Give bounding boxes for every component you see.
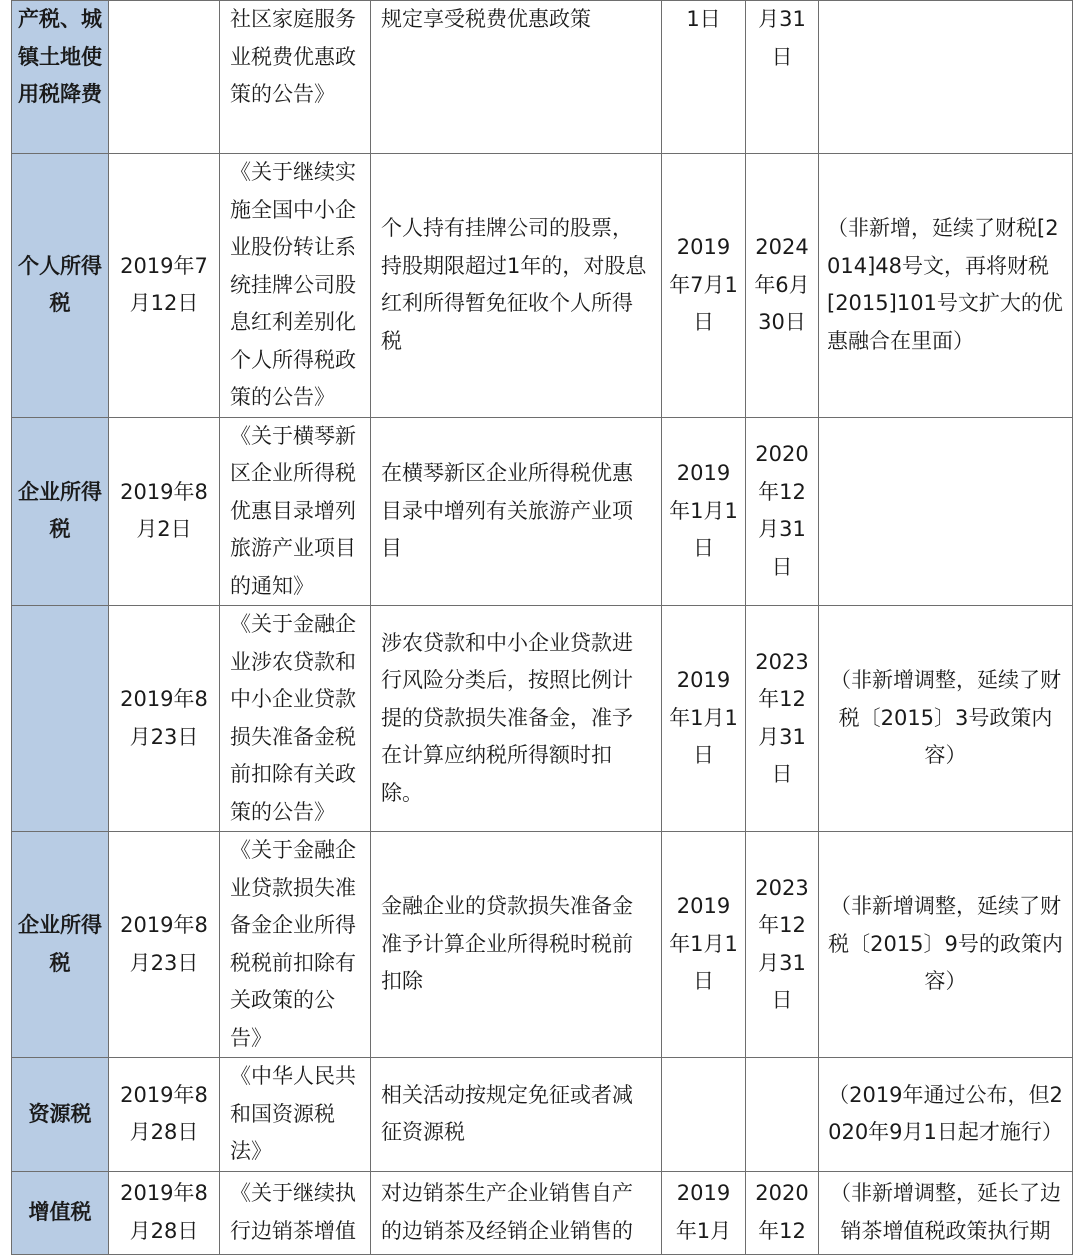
start-date-cell: 2019年7月1日 — [662, 154, 746, 418]
tax-category-cell — [12, 606, 109, 832]
end-date-cell — [746, 1058, 819, 1172]
table-row — [12, 1171, 1073, 1254]
table-row — [12, 606, 1073, 832]
start-date-cell: 2019年1月1日 — [662, 417, 746, 606]
policy-content-cell: 在横琴新区企业所得税优惠目录中增列有关旅游产业项目 — [371, 417, 662, 606]
tax-category-cell: 资源税 — [12, 1058, 109, 1172]
document-title-cell: 《关于金融企业涉农贷款和中小企业贷款损失准备金税前扣除有关政策的公告》 — [220, 606, 371, 832]
table-row — [12, 154, 1073, 418]
issue-date-cell — [109, 1, 220, 154]
document-title-cell: 《关于横琴新区企业所得税优惠目录增列旅游产业项目的通知》 — [220, 417, 371, 606]
note-cell: （非新增，延续了财税[2014]48号文，再将财税[2015]101号文扩大的优惠融合在里面） — [819, 154, 1073, 418]
note-cell — [819, 417, 1073, 606]
document-title-cell: 社区家庭服务业税费优惠政策的公告》 — [220, 1, 371, 154]
tax-category-cell: 企业所得税 — [12, 832, 109, 1058]
issue-date-cell: 2019年7月12日 — [109, 154, 220, 418]
issue-date-cell: 2019年8月23日 — [109, 606, 220, 832]
document-title-cell: 《中华人民共和国资源税法》 — [220, 1058, 371, 1172]
policy-content-cell: 规定享受税费优惠政策 — [371, 1, 662, 154]
note-cell: （非新增调整，延长了边销茶增值税政策执行期 — [819, 1171, 1073, 1254]
table-row — [12, 1058, 1073, 1172]
policy-content-cell: 金融企业的贷款损失准备金准予计算企业所得税时税前扣除 — [371, 832, 662, 1058]
tax-policy-table — [11, 0, 1073, 1255]
issue-date-cell: 2019年8月23日 — [109, 832, 220, 1058]
end-date-cell: 2023年12月31日 — [746, 606, 819, 832]
policy-content-cell: 涉农贷款和中小企业贷款进行风险分类后，按照比例计提的贷款损失准备金，准予在计算应纳税所得额时扣除。 — [371, 606, 662, 832]
table-row — [12, 417, 1073, 606]
tax-category-cell: 增值税 — [12, 1171, 109, 1254]
note-cell: （2019年通过公布，但2020年9月1日起才施行） — [819, 1058, 1073, 1172]
document-title-cell: 《关于继续实施全国中小企业股份转让系统挂牌公司股息红利差别化个人所得税政策的公告》 — [220, 154, 371, 418]
table-row — [12, 832, 1073, 1058]
start-date-cell: 2019年1月1日 — [662, 832, 746, 1058]
table-row — [12, 1, 1073, 154]
note-cell: （非新增调整，延续了财税〔2015〕9号的政策内容） — [819, 832, 1073, 1058]
note-cell: （非新增调整，延续了财税〔2015〕3号政策内容） — [819, 606, 1073, 832]
policy-content-cell: 相关活动按规定免征或者减征资源税 — [371, 1058, 662, 1172]
end-date-cell: 2023年12月31日 — [746, 832, 819, 1058]
start-date-cell: 1日 — [662, 1, 746, 154]
note-cell — [819, 1, 1073, 154]
tax-category-cell: 产税、城镇土地使用税降费 — [12, 1, 109, 154]
start-date-cell: 2019年1月 — [662, 1171, 746, 1254]
issue-date-cell: 2019年8月2日 — [109, 417, 220, 606]
end-date-cell: 月31日 — [746, 1, 819, 154]
end-date-cell: 2020年12月31日 — [746, 417, 819, 606]
policy-content-cell: 对边销茶生产企业销售自产的边销茶及经销企业销售的 — [371, 1171, 662, 1254]
start-date-cell — [662, 1058, 746, 1172]
document-title-cell: 《关于继续执行边销茶增值 — [220, 1171, 371, 1254]
document-title-cell: 《关于金融企业贷款损失准备金企业所得税税前扣除有关政策的公告》 — [220, 832, 371, 1058]
start-date-cell: 2019年1月1日 — [662, 606, 746, 832]
tax-category-cell: 企业所得税 — [12, 417, 109, 606]
issue-date-cell: 2019年8月28日 — [109, 1171, 220, 1254]
end-date-cell: 2024年6月30日 — [746, 154, 819, 418]
issue-date-cell: 2019年8月28日 — [109, 1058, 220, 1172]
end-date-cell: 2020年12 — [746, 1171, 819, 1254]
tax-category-cell: 个人所得税 — [12, 154, 109, 418]
policy-content-cell: 个人持有挂牌公司的股票，持股期限超过1年的，对股息红利所得暂免征收个人所得税 — [371, 154, 662, 418]
